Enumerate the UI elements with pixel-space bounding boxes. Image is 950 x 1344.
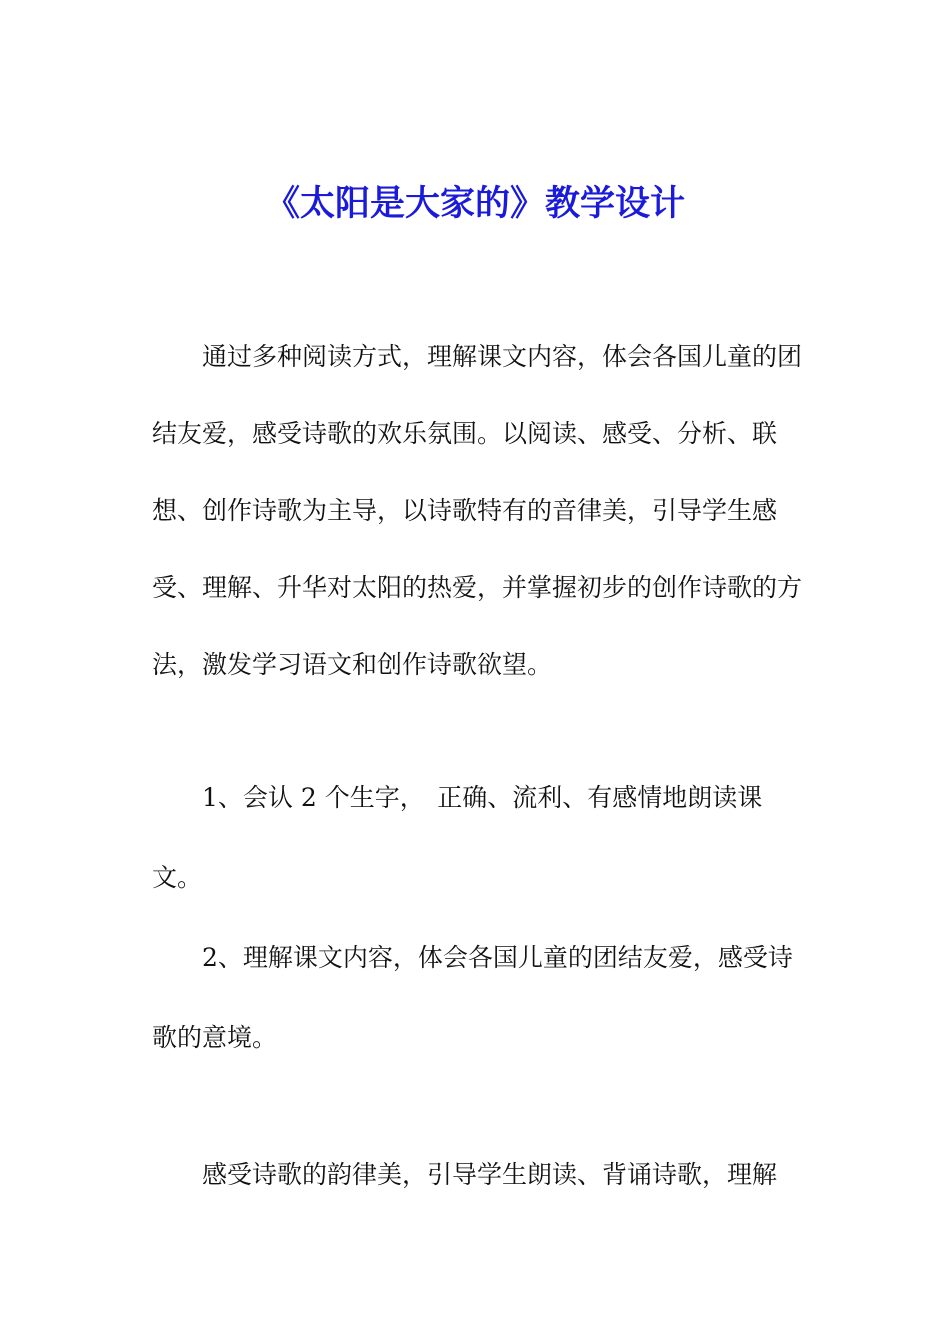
document-title: 《太阳是大家的》教学设计: [264, 184, 685, 224]
paragraph-focus: 感受诗歌的韵律美，引导学生朗读、背诵诗歌，理解: [202, 1160, 778, 1189]
paragraph-objective-1: 1、会认 2 个生字， 正确、流利、有感情地朗读课文。: [152, 783, 763, 892]
paragraph-intro: 通过多种阅读方式，理解课文内容，体会各国儿童的团结友爱，感受诗歌的欢乐氛围。以阅读、感受、分析、联想、创作诗歌为主导，以诗歌特有的音律美，引导学生感受、理解、升华对太阳的热爱，并掌握初步的创作诗歌的方法，激发学习语文和创作诗歌欲望。: [152, 342, 803, 679]
paragraph-objective-2: 2、理解课文内容，体会各国儿童的团结友爱，感受诗歌的意境。: [152, 943, 793, 1052]
